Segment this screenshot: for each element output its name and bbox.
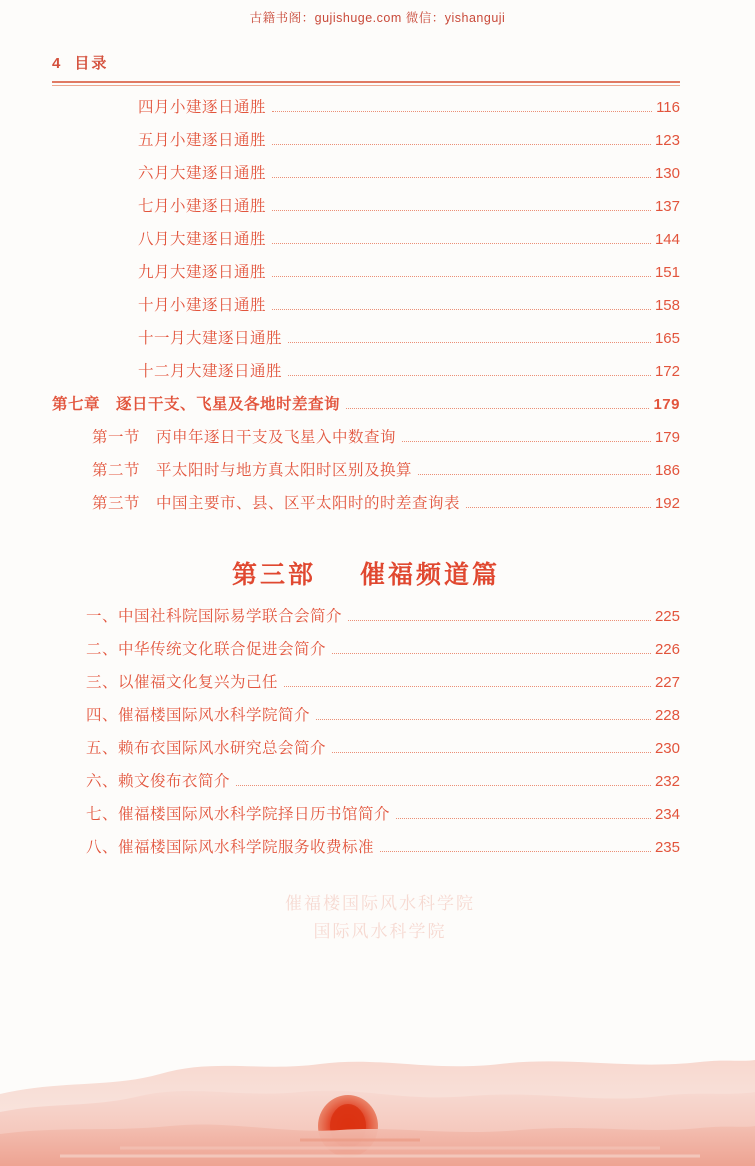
toc-leader-dots (466, 507, 651, 508)
page-title: 目录 (74, 55, 109, 72)
page-header (52, 52, 680, 86)
toc-entry-label: 三、以催福文化复兴为己任 (86, 674, 279, 691)
toc-entry-label: 十一月大建逐日通胜 (138, 330, 283, 347)
toc-entry-page: 192 (654, 495, 680, 512)
toc-entry-page: 130 (654, 165, 680, 182)
toc-entry-label: 一、中国社科院国际易学联合会简介 (86, 608, 343, 625)
toc-entry-label: 第三节 中国主要市、县、区平太阳时的时差查询表 (92, 495, 461, 512)
toc-entry-page: 179 (653, 396, 680, 413)
part-title (52, 555, 680, 591)
toc-entry[interactable] (52, 199, 680, 232)
toc-entry[interactable] (52, 708, 680, 741)
header-rule-thick (52, 81, 680, 83)
toc-leader-dots (272, 243, 651, 244)
toc-entry-page: 144 (654, 231, 680, 248)
toc-entry-page: 172 (654, 363, 680, 380)
toc-leader-dots (272, 144, 651, 145)
site-credit: 古籍书阁：gujishuge.com 微信：yishanguji (249, 11, 506, 25)
part-name: 第三部 (231, 561, 316, 589)
toc-entry-label: 二、中华传统文化联合促进会简介 (86, 641, 327, 658)
toc-leader-dots (236, 785, 651, 786)
toc-entry-page: 151 (654, 264, 680, 281)
table-of-contents (52, 100, 680, 873)
toc-entry-label: 六、赖文俊布衣简介 (86, 773, 231, 790)
toc-leader-dots (346, 408, 649, 409)
toc-leader-dots (272, 309, 651, 310)
part-subtitle: 催福频道篇 (360, 561, 501, 589)
toc-leader-dots (418, 474, 651, 475)
toc-entry-label: 五、赖布衣国际风水研究总会简介 (86, 740, 327, 757)
toc-entry-label: 第一节 丙申年逐日干支及飞星入中数查询 (92, 429, 397, 446)
toc-entry[interactable] (52, 642, 680, 675)
toc-leader-dots (348, 620, 651, 621)
page-number: 4 (52, 55, 61, 72)
toc-entry-label: 第七章 逐日干支、飞星及各地时差查询 (52, 396, 341, 413)
toc-entry-label: 十二月大建逐日通胜 (138, 363, 283, 380)
toc-entry-label: 九月大建逐日通胜 (138, 264, 267, 281)
toc-entry-page: 179 (654, 429, 680, 446)
toc-leader-dots (332, 653, 651, 654)
toc-entry-page: 165 (654, 330, 680, 347)
toc-entry[interactable] (52, 496, 680, 529)
toc-entry[interactable] (52, 463, 680, 496)
toc-entry-label: 六月大建逐日通胜 (138, 165, 267, 182)
toc-entry[interactable] (52, 364, 680, 397)
toc-leader-dots (272, 111, 652, 112)
toc-entry-page: 228 (654, 707, 680, 724)
toc-entry[interactable] (52, 741, 680, 774)
toc-entry[interactable] (52, 430, 680, 463)
toc-entry-label: 七月小建逐日通胜 (138, 198, 267, 215)
near-hills (0, 1124, 755, 1166)
toc-leader-dots (396, 818, 651, 819)
toc-entry[interactable] (52, 675, 680, 708)
toc-entry[interactable] (52, 265, 680, 298)
mountain-sun-illustration (0, 976, 755, 1166)
toc-leader-dots (272, 210, 651, 211)
toc-entry[interactable] (52, 807, 680, 840)
toc-entry-page: 234 (654, 806, 680, 823)
toc-entry-page: 186 (654, 462, 680, 479)
toc-leader-dots (288, 375, 651, 376)
toc-entry-page: 232 (654, 773, 680, 790)
toc-entry-page: 235 (654, 839, 680, 856)
toc-entry[interactable] (52, 774, 680, 807)
toc-entry[interactable] (52, 133, 680, 166)
toc-entry-page: 158 (654, 297, 680, 314)
toc-entry[interactable] (52, 100, 680, 133)
toc-leader-dots (288, 342, 651, 343)
toc-entry-page: 227 (654, 674, 680, 691)
header-row (52, 52, 680, 79)
header-rule-thin (52, 85, 680, 86)
toc-leader-dots (402, 441, 651, 442)
toc-entry-label: 八、催福楼国际风水科学院服务收费标准 (86, 839, 375, 856)
toc-entry-page: 225 (654, 608, 680, 625)
toc-entry[interactable] (52, 166, 680, 199)
toc-entry-label: 四、催福楼国际风水科学院简介 (86, 707, 311, 724)
toc-entry-label: 八月大建逐日通胜 (138, 231, 267, 248)
bleed-through-text: 催福楼国际风水科学院 国际风水科学院 (285, 894, 475, 941)
toc-leader-dots (332, 752, 651, 753)
toc-section-part2 (52, 100, 680, 529)
toc-leader-dots (272, 177, 651, 178)
toc-entry[interactable] (52, 397, 680, 430)
toc-entry-label: 四月小建逐日通胜 (138, 99, 267, 116)
toc-leader-dots (316, 719, 651, 720)
toc-entry[interactable] (52, 331, 680, 364)
toc-entry-label: 七、催福楼国际风水科学院择日历书馆简介 (86, 806, 391, 823)
toc-entry-page: 116 (656, 99, 680, 116)
toc-entry[interactable] (52, 232, 680, 265)
toc-entry[interactable] (52, 609, 680, 642)
toc-leader-dots (380, 851, 651, 852)
toc-entry-label: 十月小建逐日通胜 (138, 297, 267, 314)
toc-entry[interactable] (52, 840, 680, 873)
toc-entry-page: 123 (654, 132, 680, 149)
toc-entry-label: 第二节 平太阳时与地方真太阳时区别及换算 (92, 462, 413, 479)
toc-entry-label: 五月小建逐日通胜 (138, 132, 267, 149)
toc-entry[interactable] (52, 298, 680, 331)
toc-leader-dots (284, 686, 651, 687)
toc-section-part3 (52, 609, 680, 873)
toc-entry-page: 230 (654, 740, 680, 757)
bottom-illustration (0, 976, 755, 1166)
toc-entry-page: 226 (654, 641, 680, 658)
toc-entry-page: 137 (654, 198, 680, 215)
toc-leader-dots (272, 276, 651, 277)
